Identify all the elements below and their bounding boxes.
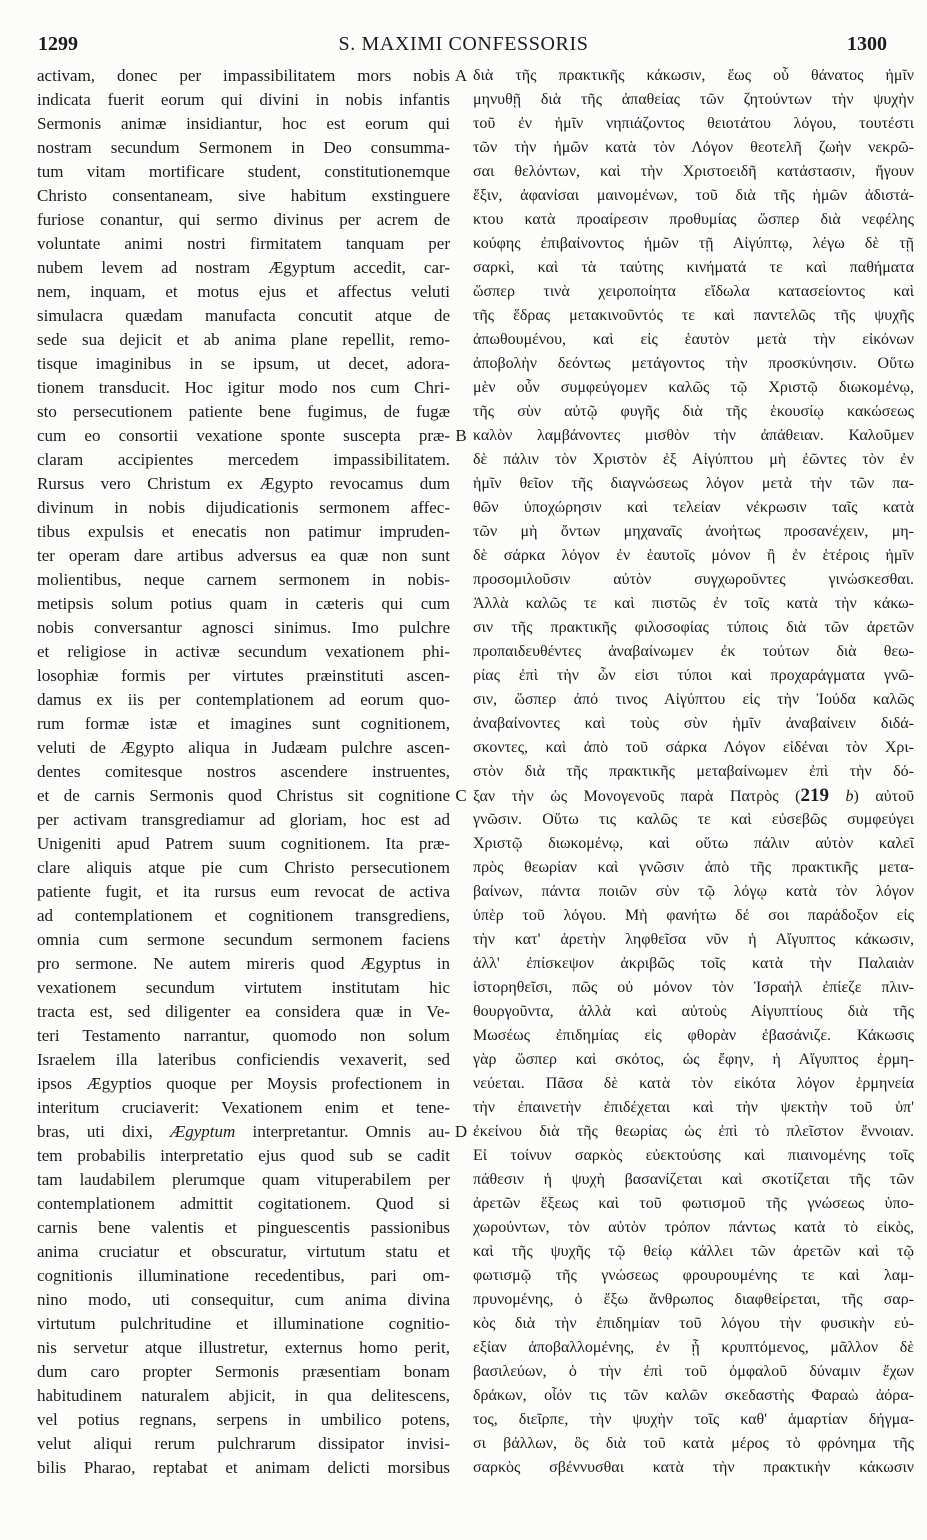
latin-line: cognitionis illuminatione recedentibus, pari om- [37, 1266, 450, 1285]
greek-line [473, 784, 914, 808]
greek-line: Εἰ τοίνυν σαρκὸς εὐεκτούσης καὶ πιαινομένης τοῖς [473, 1147, 914, 1164]
latin-line: ipsos Ægyptios quoque per Moysis profectionem in [37, 1074, 450, 1093]
greek-line: προσομιλοῦσιν αὐτὸν συγχωροῦντες γινώσκεσθαι. [473, 571, 914, 588]
greek-line: σαρκὶ, καὶ τὰ ταύτης κινήματά τε καὶ παθήματα [473, 259, 914, 276]
latin-line: Christo consentaneam, sive habitum exstinguere [37, 186, 450, 205]
latin-line: nubem levem ad nostram Ægyptum accedit, car- [37, 258, 450, 277]
latin-line: tibus expulsis et enecatis non patimur impruden- [37, 522, 450, 541]
greek-line: σαρκὸς σβέννυσθαι κατὰ τὴν πρακτικὴν κάκωσιν [473, 1459, 914, 1476]
greek-line: κτου κατὰ προαίρεσιν προθυμίας ὥσπερ διὰ νεφέλης [473, 211, 914, 228]
latin-line: tisque imaginibus in se ipsum, ut decet, adora- [37, 354, 450, 373]
latin-line: tionem transducit. Hoc igitur modo nos cum Chri- [37, 378, 450, 397]
greek-line: κὸς διὰ τὴν ἐπιδημίαν τοῦ λόγου τὴν φυσικὴν εὐ- [473, 1315, 914, 1332]
greek-line: ὥσπερ τινὰ χειροποίητα εἴδωλα κατασείοντος καὶ [473, 283, 914, 300]
greek-line: σαι θελόντων, καὶ τὴν Χριστοειδῆ κατάστασιν, ἤγουν [473, 163, 914, 180]
greek-line: ἀρετῶν ἕξεως καὶ τοῦ φωτισμοῦ τῆς γνώσεως ὑπο- [473, 1195, 914, 1212]
greek-line: ὑπὲρ τοῦ λόγου. Μὴ φανήτω δέ σοι παράδοξον εἰς [473, 907, 914, 924]
latin-line: anima cruciatur et obscuratur, virtutum statu et [37, 1242, 450, 1261]
greek-line: ἡμῖν θεῖον τῆς διαγνώσεως λόγον μετὰ τὴν τῶν πα- [473, 475, 914, 492]
latin-line: vel potius regnans, serpens in umbilico potens, [37, 1410, 450, 1429]
latin-line: virtutum pulchritudine et illuminatione cognitio- [37, 1314, 450, 1333]
latin-line: voluntate animi nostri firmitatem tanquam per [37, 234, 450, 253]
greek-line: νεύεται. Πᾶσα δὲ κατὰ τὸν εἰκότα λόγον ἑρμηνεία [473, 1075, 914, 1092]
greek-line: τος, διεῖρπε, τὴν ψυχὴν τοῖς καθ' ἁμαρτίαν δήγμα- [473, 1411, 914, 1428]
greek-line: ἀπωθουμένου, καὶ εἰς ἑαυτὸν μετὰ τὴν εἰκόνων [473, 331, 914, 348]
latin-line: omnia cum sermone secundum sermonem faciens [37, 930, 450, 949]
latin-line: nis servetur atque illustretur, externus homo perit, [37, 1338, 450, 1357]
greek-line: τοῦ ἐν ἡμῖν νηπιάζοντος θειοτάτου λόγου, τουτέστι [473, 115, 914, 132]
latin-line: habitudinem naturalem abjicit, in qua delitescens, [37, 1386, 450, 1405]
latin-line: vexationem secundum virtutem institutam hic [37, 978, 450, 997]
greek-line: τὴν κατ' ἀρετὴν ληφθεῖσα νῦν ἡ Αἴγυπτος κάκωσιν, [473, 931, 914, 948]
latin-line: indicata fuerit eorum qui divini in nobis infantis [37, 90, 450, 109]
latin-line: pro sermone. Ne autem mireris quod Ægyptus in [37, 954, 450, 973]
right-column-number: 1300 [847, 33, 887, 55]
latin-line [37, 1120, 450, 1144]
latin-line: contemplationem admittit cogitationem. Quod si [37, 1194, 450, 1213]
greek-line: γὰρ ὥσπερ καὶ σκότος, ὡς ἔφην, ἡ Αἴγυπτος ἑρμη- [473, 1051, 914, 1068]
greek-line-segment: b [845, 788, 854, 805]
greek-line: τῆς ἕδρας μετακινοῦντός τε καὶ παντελῶς τῆς ψυχῆς [473, 307, 914, 324]
margin-marker-b: B [455, 426, 467, 445]
greek-line: στὸν διὰ τῆς πρακτικῆς μεταβαίνωμεν ἐπὶ τὴν δό- [473, 763, 914, 780]
greek-line-segment [829, 788, 846, 805]
latin-line: molientibus, neque carnem sermonem in nobis- [37, 570, 450, 589]
latin-line: tracta est, sed diligenter ea considera quæ in Ve- [37, 1002, 450, 1021]
greek-line: θῶν ὑποχώρησιν καὶ τελείαν νέκρωσιν ταῖς κατὰ [473, 499, 914, 516]
greek-line: τῶν μὴ ὄντων μηχαναῖς ἀνοήτως προσανέχειν, μη- [473, 523, 914, 540]
greek-line: δὲ πάλιν τὸν Χριστὸν ἐξ Αἰγύπτου μὴ ἐῶντες τὸν ἐν [473, 451, 914, 468]
greek-line: πρυνομένης, ὁ ἔξω ἄνθρωπος διαφθείρεται, τῆς σαρ- [473, 1291, 914, 1308]
latin-line: claram accipientes mercedem impassibilitatem. [37, 450, 450, 469]
latin-line: metipsis solum potius quam in cæteris qui cum [37, 594, 450, 613]
latin-line: Unigeniti apud Patrem suum cognitionem. Ita præ- [37, 834, 450, 853]
latin-line: bilis Pharao, reptabat et animam delicti morsibus [37, 1458, 450, 1477]
greek-line: πρὸς θεωρίαν καὶ γνῶσιν ἀπὸ τῆς πρακτικῆς μετα- [473, 859, 914, 876]
greek-line: βαίνων, πάντα ποιῶν σὺν τῷ λόγῳ κατὰ τὸν λόγον [473, 883, 914, 900]
greek-line: προπαιδευθέντες ἀναβαίνωμεν ἐκ τούτων διὰ θεω- [473, 643, 914, 660]
greek-line: βασιλεύων, ὁ τὴν ἐπὶ τοῦ ὀμφαλοῦ δύναμιν ἔχων [473, 1363, 914, 1380]
latin-line: rum formæ istæ et imagines sunt cognitionem, [37, 714, 450, 733]
greek-line: ἱστορηθεῖσι, πῶς οὐ μόνον τὸν Ἰσραὴλ ἐπίεζε πλιν- [473, 979, 914, 996]
latin-line: tam laudabilem plerumque quam vituperabilem per [37, 1170, 450, 1189]
greek-column [473, 64, 914, 1480]
greek-line: Ἀλλὰ καλῶς τε καὶ πιστῶς ἐν τοῖς κατὰ τὴν κάκω- [473, 595, 914, 612]
greek-line-segment: 219 [800, 785, 829, 806]
latin-line: tem probabilis interpretatio ejus quod sub se cadit [37, 1146, 450, 1165]
latin-line: divinum in nobis dijudicationis sermonem affec- [37, 498, 450, 517]
greek-line: ἀλλ' ἐπίσκεψον ἀκριβῶς τοῖς κατὰ τὴν Παλαιὰν [473, 955, 914, 972]
latin-line: losophiæ formis per virtutes præinstituti ascen- [37, 666, 450, 685]
latin-line: nobis conversantur agnosci sinimus. Imo pulchre [37, 618, 450, 637]
margin-marker-c: C [455, 786, 467, 805]
latin-line: et de carnis Sermonis quod Christus sit cognitione [37, 786, 450, 805]
latin-line: damus ex iis per contemplationem ad eorum quo- [37, 690, 450, 709]
greek-line: εξίαν ἀποβαλλομένης, ἐν ᾗ κρυπτόμενος, μᾶλλον δὲ [473, 1339, 914, 1356]
latin-line: et religiose in activæ secundum vexationem phi- [37, 642, 450, 661]
latin-line: interitum cruciaverit: Vexationem enim et tene- [37, 1098, 450, 1117]
greek-line: διὰ τῆς πρακτικῆς κάκωσιν, ἕως οὗ θάνατος ἡμῖν [473, 67, 914, 84]
latin-line: teri Testamento narrantur, quomodo non solum [37, 1026, 450, 1045]
latin-line-segment: bras, uti dixi, [37, 1122, 171, 1141]
greek-line: ρίας ἐπὶ τὴν ὧν εἰσι τύποι καὶ προχαράγματα γνῶ- [473, 667, 914, 684]
greek-line: τῶν τὴν ἡμῶν κατὰ τὸν Λόγον θεοτελῆ ζωὴν νεκρῶ- [473, 139, 914, 156]
latin-line: per activam transgrediamur ad gloriam, hoc est ad [37, 810, 450, 829]
latin-line: simulacra quædam manufacta concutit atque de [37, 306, 450, 325]
latin-line: nem, inquam, et motus ejus et affectus veluti [37, 282, 450, 301]
latin-line: Israelem illa lateribus conficiendis vexaverit, sed [37, 1050, 450, 1069]
greek-line-segment: ) αὐτοῦ [853, 788, 914, 805]
latin-line: ter operam dare artibus adversus ea quæ non sunt [37, 546, 450, 565]
greek-line: Χριστῷ διωκομένῳ, καὶ οὕτω πάλιν αὐτὸν καλεῖ [473, 835, 914, 852]
greek-line: χωρούντων, τὸν αὐτὸν τρόπον πάντως κατὰ τὸ εἰκὸς, [473, 1219, 914, 1236]
greek-line: δὲ σάρκα λόγον ἐν ἑαυτοῖς μόνον ἢ ἐν ἑτέροις ἡμῖν [473, 547, 914, 564]
latin-line: dum caro propter Sermonis præsentiam bonam [37, 1362, 450, 1381]
latin-column [37, 64, 450, 1480]
latin-line: furiose conantur, qui sermo divinus per acrem de [37, 210, 450, 229]
greek-line: καὶ τῆς ψυχῆς τῷ θείῳ κάλλει τῶν ἀρετῶν καὶ τῷ [473, 1243, 914, 1260]
latin-line: patiente fugit, et ita rursus eum revocat de activa [37, 882, 450, 901]
greek-line: κούφης ἐπιβαίνοντος ἡμῶν τῇ Αἰγύπτῳ, λέγω δὲ τῇ [473, 235, 914, 252]
greek-line: πάθεσιν ἡ ψυχὴ βασανίζεται καὶ σκοτίζεται τῆς τῶν [473, 1171, 914, 1188]
greek-line: σιν, ὥσπερ ἀπό τινος Αἰγύπτου εἰς τὴν Ἰούδα καλῶς [473, 691, 914, 708]
latin-line: sede sua dejicit et ab anima plane repellit, remo- [37, 330, 450, 349]
greek-line: μὲν οὖν συμφεύγομεν καλῶς τῷ Χριστῷ διωκομένῳ, [473, 379, 914, 396]
greek-line-segment: ξαν τὴν ὡς Μονογενοῦς παρὰ Πατρὸς ( [473, 788, 801, 805]
latin-line: nino modo, uti consequitur, cum anima divina [37, 1290, 450, 1309]
latin-line: Sermonis animæ insidiantur, hoc est eorum qui [37, 114, 450, 133]
margin-marker-d: D [454, 1122, 468, 1141]
latin-line: dentes comitesque nostros ascendere instruentes, [37, 762, 450, 781]
greek-line: σιν τῆς πρακτικῆς φιλοσοφίας τύποις διὰ τῶν ἀρετῶν [473, 619, 914, 636]
greek-line: γνῶσιν. Οὕτω τις καλῶς τε καὶ εὐσεβῶς συμφεύγει [473, 811, 914, 828]
latin-line: clare aliquis atque pie cum Christo persecutionem [37, 858, 450, 877]
greek-line: Μωσέως ἐπιδημίας εἰς φθορὰν ἐβασάνιζε. Κάκωσις [473, 1027, 914, 1044]
latin-line-segment: interpretantur. Omnis au- [235, 1122, 450, 1141]
greek-line: τὴν ἐπαινετὴν ἐπιδέχεται καὶ τὴν ψεκτὴν τοῦ ὑπ' [473, 1099, 914, 1116]
latin-line: carnis bene valentis et pinguescentis passionibus [37, 1218, 450, 1237]
greek-line: θουργοῦντα, ἀλλὰ καὶ αὐτοὺς Αἰγυπτίους διὰ τῆς [473, 1003, 914, 1020]
latin-line: cum eo consortii vexatione sponte suscepta præ- [37, 426, 450, 445]
greek-line: ἀναβαίνοντες καὶ τοὺς σὺν ἡμῖν ἀναβαίνειν διδά- [473, 715, 914, 732]
latin-line: activam, donec per impassibilitatem mors nobis [37, 66, 450, 85]
greek-line: σκοντες, καὶ ἀπὸ τοῦ σάρκα Λόγον εἰδέναι τὸν Χρι- [473, 739, 914, 756]
greek-line: φωτισμῷ τῆς γνώσεως φρουρουμένης τε καὶ λαμ- [473, 1267, 914, 1284]
greek-line: ἕξιν, ἀφανίσαι μαινομένων, τοῦ διὰ τῆς ἡμῶν ἀδιστά- [473, 187, 914, 204]
greek-line: δράκων, οἷόν τις τῶν καλῶν σκεδαστὴς Φαραὼ ἀόρα- [473, 1387, 914, 1404]
latin-line: ad contemplationem et cognitionem transgrediens, [37, 906, 450, 925]
latin-line: velut aliqui rerum pulchrarum dissipator invisi- [37, 1434, 450, 1453]
greek-line: ἀποβολὴν δεόντως μετάγοντος τὴν προσκύνησιν. Οὕτω [473, 355, 914, 372]
left-column-number: 1299 [38, 33, 78, 55]
latin-line: tum vitam mortificare student, constitutionemque [37, 162, 450, 181]
latin-line: Rursus vero Christum ex Ægypto revocamus dum [37, 474, 450, 493]
latin-line: nostram secundum Sermonem in Deo consumma- [37, 138, 450, 157]
latin-line-segment: Ægyptum [170, 1122, 236, 1141]
greek-line: τῆς σὺν αὐτῷ φυγῆς διὰ τῆς ἑκουσίῳ κακώσεως [473, 403, 914, 420]
greek-line: σι βάλλων, ὃς διὰ τοῦ κατὰ μέρος τὸ φρόνημα τῆς [473, 1435, 914, 1452]
greek-line: καλὸν λαμβάνοντες μισθὸν τὴν ἀπάθειαν. Καλοῦμεν [473, 427, 914, 444]
greek-line: ἐκείνου διὰ τῆς θεωρίας ὡς ἐπὶ τὸ πλεῖστον ἔννοιαν. [473, 1123, 914, 1140]
running-title: S. MAXIMI CONFESSORIS [338, 33, 589, 55]
latin-line: sto persecutionem patiente bene fugimus, de fugæ [37, 402, 450, 421]
greek-line: μηνυθῇ διὰ τῆς ἀπαθείας τῶν ζητούντων τὴν ψυχὴν [473, 91, 914, 108]
margin-marker-a: A [454, 66, 468, 85]
latin-line: veluti de Ægypto aliqua in Judæam pulchre ascen- [37, 738, 450, 757]
